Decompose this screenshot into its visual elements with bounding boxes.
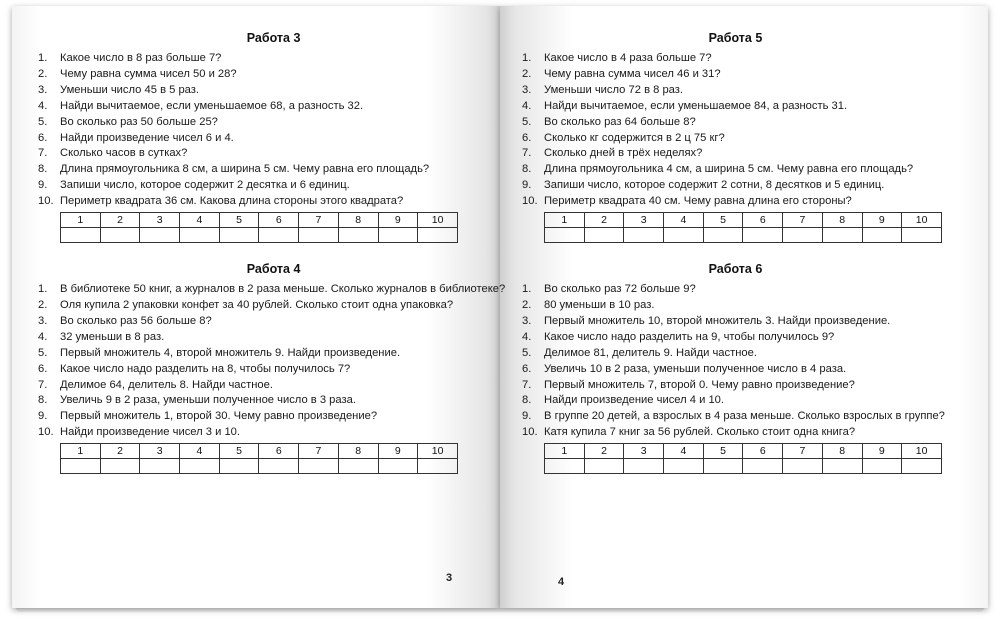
question-text: Сколько кг содержится в 2 ц 75 кг? <box>544 131 725 144</box>
question-number: 10. <box>522 426 538 439</box>
question-item <box>522 51 949 67</box>
answer-cell[interactable] <box>822 228 862 243</box>
answer-cell[interactable] <box>584 228 624 243</box>
question-text: Первый множитель 4, второй множитель 9. Найди произведение. <box>60 346 401 359</box>
question-number: 9. <box>522 179 532 192</box>
question-item <box>38 178 509 194</box>
answer-cell[interactable] <box>378 228 418 243</box>
answer-column-label: 2 <box>584 213 624 228</box>
question-list <box>522 51 949 210</box>
question-item <box>522 346 949 362</box>
answer-column-label: 2 <box>100 444 140 459</box>
question-item <box>38 146 509 162</box>
question-number: 4. <box>38 330 48 343</box>
question-list <box>38 282 509 441</box>
question-item <box>38 83 509 99</box>
answer-column-label: 5 <box>703 213 743 228</box>
question-text: Делимое 64, делитель 8. Найди частное. <box>60 378 273 391</box>
answer-table-blank-row <box>545 228 942 243</box>
question-item <box>38 115 509 131</box>
answer-column-label: 10 <box>418 444 458 459</box>
question-text: Во сколько раз 64 больше 8? <box>544 115 696 128</box>
question-item <box>38 67 509 83</box>
question-text: В библиотеке 50 книг, а журналов в 2 раза меньше. Сколько журналов в библиотеке? <box>60 283 506 296</box>
question-item <box>522 378 949 394</box>
question-text: Чему равна сумма чисел 46 и 31? <box>544 67 721 80</box>
question-text: Какое число надо разделить на 8, чтобы получилось 7? <box>60 362 351 375</box>
answer-table-header-row <box>545 213 942 228</box>
answer-cell[interactable] <box>624 459 664 474</box>
question-text: Первый множитель 10, второй множитель 3. Найди произведение. <box>544 314 891 327</box>
question-number: 5. <box>522 115 532 128</box>
answer-table <box>544 212 942 243</box>
question-number: 3. <box>38 314 48 327</box>
question-item <box>522 178 949 194</box>
question-text: Увеличь 10 в 2 раза, уменьши полученное число в 4 раза. <box>544 362 847 375</box>
work-section <box>522 30 949 243</box>
question-number: 3. <box>522 314 532 327</box>
answer-column-label: 10 <box>902 444 942 459</box>
question-number: 6. <box>38 362 48 375</box>
question-text: Первый множитель 7, второй 0. Чему равно произведение? <box>544 378 855 391</box>
question-text: Катя купила 7 книг за 56 рублей. Сколько стоит одна книга? <box>544 426 856 439</box>
question-item <box>522 362 949 378</box>
question-number: 6. <box>522 131 532 144</box>
question-number: 7. <box>522 147 532 160</box>
question-text: Периметр квадрата 40 см. Чему равна длина его стороны? <box>544 195 852 208</box>
answer-table <box>60 443 458 474</box>
question-text: Во сколько раз 56 больше 8? <box>60 314 212 327</box>
question-number: 7. <box>522 378 532 391</box>
question-number: 9. <box>522 410 532 423</box>
answer-column-label: 6 <box>259 213 299 228</box>
question-text: Уменьши число 45 в 5 раз. <box>60 83 200 96</box>
answer-cell[interactable] <box>902 228 942 243</box>
question-item <box>522 393 949 409</box>
answer-cell[interactable] <box>100 459 140 474</box>
answer-column-label: 8 <box>338 444 378 459</box>
question-number: 9. <box>38 179 48 192</box>
answer-cell[interactable] <box>259 228 299 243</box>
answer-column-label: 10 <box>902 213 942 228</box>
question-item <box>522 330 949 346</box>
question-number: 5. <box>38 115 48 128</box>
answer-cell[interactable] <box>338 459 378 474</box>
answer-cell[interactable] <box>418 459 458 474</box>
answer-column-label: 9 <box>862 444 902 459</box>
question-text: Найди произведение чисел 4 и 10. <box>544 394 725 407</box>
answer-cell[interactable] <box>219 459 259 474</box>
answer-column-label: 1 <box>545 444 585 459</box>
answer-column-label: 4 <box>180 213 220 228</box>
question-item <box>522 409 949 425</box>
question-item <box>522 83 949 99</box>
answer-column-label: 2 <box>100 213 140 228</box>
question-item <box>522 99 949 115</box>
question-number: 9. <box>38 410 48 423</box>
answer-cell[interactable] <box>743 228 783 243</box>
answer-cell[interactable] <box>219 228 259 243</box>
answer-cell[interactable] <box>100 228 140 243</box>
question-number: 7. <box>38 147 48 160</box>
answer-column-label: 8 <box>822 213 862 228</box>
answer-column-label: 3 <box>624 213 664 228</box>
question-number: 1. <box>522 283 532 296</box>
answer-table-header-row <box>545 444 942 459</box>
answer-cell[interactable] <box>624 228 664 243</box>
question-number: 1. <box>38 283 48 296</box>
question-text: Делимое 81, делитель 9. Найди частное. <box>544 346 757 359</box>
question-text: Периметр квадрата 36 см. Какова длина стороны этого квадрата? <box>60 195 404 208</box>
answer-cell[interactable] <box>902 459 942 474</box>
question-item <box>38 346 509 362</box>
answer-cell[interactable] <box>338 228 378 243</box>
question-item <box>38 162 509 178</box>
question-item <box>522 146 949 162</box>
answer-cell[interactable] <box>140 459 180 474</box>
question-item <box>38 51 509 67</box>
question-number: 6. <box>522 362 532 375</box>
question-item <box>522 282 949 298</box>
answer-column-label: 5 <box>219 444 259 459</box>
question-text: Запиши число, которое содержит 2 десятка и 6 единиц. <box>60 179 350 192</box>
question-number: 5. <box>38 346 48 359</box>
answer-column-label: 4 <box>180 444 220 459</box>
answer-column-label: 3 <box>624 444 664 459</box>
answer-column-label: 8 <box>338 213 378 228</box>
question-text: Найди произведение чисел 3 и 10. <box>60 426 241 439</box>
page-number: 3 <box>446 572 453 584</box>
answer-cell[interactable] <box>703 228 743 243</box>
answer-column-label: 10 <box>418 213 458 228</box>
question-number: 8. <box>38 394 48 407</box>
answer-cell[interactable] <box>180 228 220 243</box>
question-text: Первый множитель 1, второй 30. Чему равно произведение? <box>60 410 378 423</box>
answer-column-label: 4 <box>664 444 704 459</box>
question-item <box>38 362 509 378</box>
question-number: 10. <box>38 195 54 208</box>
work-section <box>38 261 509 474</box>
question-text: Увеличь 9 в 2 раза, уменьши полученное число в 3 раза. <box>60 394 356 407</box>
question-number: 2. <box>522 298 532 311</box>
question-text: Во сколько раз 50 больше 25? <box>60 115 218 128</box>
question-list <box>522 282 949 441</box>
answer-cell[interactable] <box>61 228 101 243</box>
answer-column-label: 6 <box>743 444 783 459</box>
answer-column-label: 7 <box>783 444 823 459</box>
question-item <box>38 330 509 346</box>
question-text: Уменьши число 72 в 8 раз. <box>544 83 684 96</box>
answer-table-blank-row <box>61 459 458 474</box>
question-item <box>38 393 509 409</box>
answer-column-label: 8 <box>822 444 862 459</box>
question-item <box>38 131 509 147</box>
question-number: 7. <box>38 378 48 391</box>
question-text: Какое число в 8 раз больше 7? <box>60 52 222 64</box>
right-page-content <box>522 30 949 488</box>
answer-column-label: 3 <box>140 213 180 228</box>
answer-cell[interactable] <box>545 459 585 474</box>
question-number: 8. <box>38 163 48 176</box>
question-text: Какое число в 4 раза больше 7? <box>544 52 712 64</box>
question-text: 32 уменьши в 8 раз. <box>60 330 165 343</box>
question-text: Длина прямоугольника 4 см, а ширина 5 см. Чему равна его площадь? <box>544 163 914 176</box>
question-number: 3. <box>522 83 532 96</box>
section-title: Работа 4 <box>246 262 301 277</box>
answer-table-blank-row <box>545 459 942 474</box>
answer-cell[interactable] <box>584 459 624 474</box>
section-title: Работа 6 <box>708 262 763 277</box>
question-item <box>522 67 949 83</box>
question-text: Найди произведение чисел 6 и 4. <box>60 131 234 144</box>
question-item <box>38 194 509 210</box>
question-item <box>522 115 949 131</box>
question-item <box>522 314 949 330</box>
answer-cell[interactable] <box>61 459 101 474</box>
answer-cell[interactable] <box>299 228 339 243</box>
question-item <box>522 131 949 147</box>
question-list <box>38 51 509 210</box>
answer-cell[interactable] <box>378 459 418 474</box>
question-item <box>38 298 509 314</box>
left-page-content <box>38 30 509 488</box>
answer-cell[interactable] <box>822 459 862 474</box>
answer-column-label: 1 <box>61 444 101 459</box>
question-item <box>38 314 509 330</box>
question-number: 1. <box>38 52 48 64</box>
work-section <box>522 261 949 474</box>
answer-cell[interactable] <box>783 459 823 474</box>
question-number: 4. <box>38 99 48 112</box>
answer-cell[interactable] <box>703 459 743 474</box>
answer-table <box>544 443 942 474</box>
answer-table <box>60 212 458 243</box>
answer-column-label: 1 <box>545 213 585 228</box>
answer-column-label: 5 <box>219 213 259 228</box>
answer-cell[interactable] <box>783 228 823 243</box>
question-number: 4. <box>522 330 532 343</box>
question-number: 3. <box>38 83 48 96</box>
question-text: Сколько часов в сутках? <box>60 147 188 160</box>
section-title: Работа 3 <box>246 31 301 45</box>
answer-cell[interactable] <box>180 459 220 474</box>
answer-cell[interactable] <box>743 459 783 474</box>
question-text: Во сколько раз 72 больше 9? <box>544 283 696 296</box>
question-text: Длина прямоугольника 8 см, а ширина 5 см. Чему равна его площадь? <box>60 163 430 176</box>
question-text: Найди вычитаемое, если уменьшаемое 68, а разность 32. <box>60 99 364 112</box>
question-text: Сколько дней в трёх неделях? <box>544 147 703 160</box>
question-item <box>38 282 509 298</box>
question-text: Оля купила 2 упаковки конфет за 40 рублей. Сколько стоит одна упаковка? <box>60 298 454 311</box>
answer-cell[interactable] <box>862 459 902 474</box>
section-title: Работа 5 <box>708 31 763 45</box>
answer-column-label: 9 <box>378 444 418 459</box>
question-number: 2. <box>522 67 532 80</box>
question-text: Запиши число, которое содержит 2 сотни, 8 десятков и 5 единиц. <box>544 179 885 192</box>
answer-column-label: 7 <box>299 213 339 228</box>
answer-cell[interactable] <box>140 228 180 243</box>
answer-table-header-row <box>61 213 458 228</box>
question-number: 2. <box>38 298 48 311</box>
question-text: В группе 20 детей, а взрослых в 4 раза меньше. Сколько взрослых в группе? <box>544 410 945 423</box>
question-number: 6. <box>38 131 48 144</box>
answer-table-header-row <box>61 444 458 459</box>
answer-cell[interactable] <box>299 459 339 474</box>
question-number: 2. <box>38 67 48 80</box>
answer-column-label: 3 <box>140 444 180 459</box>
question-number: 4. <box>522 99 532 112</box>
answer-column-label: 6 <box>743 213 783 228</box>
answer-column-label: 6 <box>259 444 299 459</box>
question-item <box>522 425 949 441</box>
question-item <box>38 425 509 441</box>
question-item <box>38 99 509 115</box>
answer-table-blank-row <box>61 228 458 243</box>
answer-column-label: 9 <box>862 213 902 228</box>
answer-cell[interactable] <box>862 228 902 243</box>
answer-column-label: 4 <box>664 213 704 228</box>
question-text: Чему равна сумма чисел 50 и 28? <box>60 67 237 80</box>
question-number: 8. <box>522 163 532 176</box>
answer-column-label: 5 <box>703 444 743 459</box>
question-number: 5. <box>522 346 532 359</box>
question-item <box>522 194 949 210</box>
answer-column-label: 7 <box>299 444 339 459</box>
question-number: 10. <box>522 195 538 208</box>
answer-column-label: 9 <box>378 213 418 228</box>
question-item <box>38 378 509 394</box>
question-item <box>522 298 949 314</box>
answer-column-label: 2 <box>584 444 624 459</box>
question-number: 10. <box>38 426 54 439</box>
question-text: 80 уменьши в 10 раз. <box>544 298 655 311</box>
question-text: Какое число надо разделить на 9, чтобы получилось 9? <box>544 330 835 343</box>
page-number: 4 <box>558 576 565 588</box>
answer-column-label: 1 <box>61 213 101 228</box>
answer-cell[interactable] <box>418 228 458 243</box>
answer-cell[interactable] <box>545 228 585 243</box>
question-text: Найди вычитаемое, если уменьшаемое 84, а разность 31. <box>544 99 848 112</box>
answer-cell[interactable] <box>259 459 299 474</box>
answer-cell[interactable] <box>664 228 704 243</box>
question-item <box>38 409 509 425</box>
answer-cell[interactable] <box>664 459 704 474</box>
work-section <box>38 30 509 243</box>
question-item <box>522 162 949 178</box>
answer-column-label: 7 <box>783 213 823 228</box>
question-number: 1. <box>522 52 532 64</box>
question-number: 8. <box>522 394 532 407</box>
